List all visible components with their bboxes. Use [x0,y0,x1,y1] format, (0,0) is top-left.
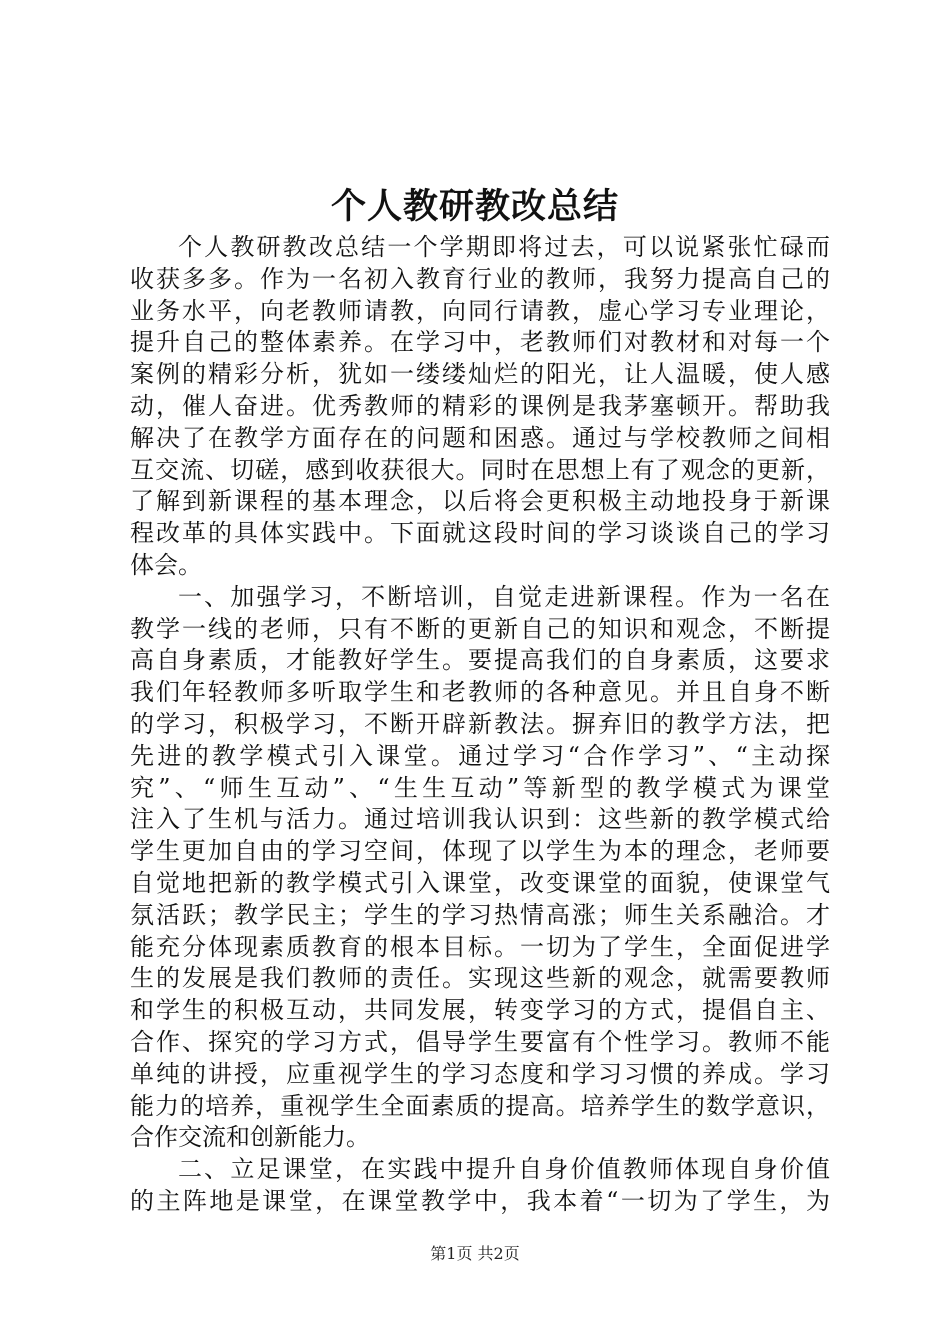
body-line: 的学习，积极学习，不断开辟新教法。摒弃旧的教学方法，把 [130,709,830,738]
page-footer: 第1页 共2页 [430,1244,520,1263]
body-line: 个人教研教改总结一个学期即将过去，可以说紧张忙碌而 [178,233,830,261]
body-line: 的主阵地是课堂，在课堂教学中，我本着“一切为了学生，为 [130,1186,830,1215]
body-line: 二、立足课堂，在实践中提升自身价值教师体现自身价值 [178,1155,830,1184]
body-line: 高自身素质，才能教好学生。要提高我们的自身素质，这要求 [130,646,830,675]
body-line: 程改革的具体实践中。下面就这段时间的学习谈谈自己的学习 [130,519,830,548]
body-line: 案例的精彩分析，犹如一缕缕灿烂的阳光，让人温暖，使人感 [130,360,830,389]
body-line: 收获多多。作为一名初入教育行业的教师，我努力提高自己的 [130,264,830,293]
body-line: 一、加强学习，不断培训，自觉走进新课程。作为一名在 [178,582,830,611]
body-line: 注入了生机与活力。通过培训我认识到：这些新的教学模式给 [130,805,830,834]
body-line: 了解到新课程的基本理念，以后将会更积极主动地投身于新课 [130,487,830,516]
document-title: 个人教研教改总结 [330,186,619,227]
document-body [130,232,830,1218]
body-line: 动，催人奋进。优秀教师的精彩的课例是我茅塞顿开。帮助我 [130,391,830,420]
body-line: 提升自己的整体素养。在学习中，老教师们对教材和对每一个 [130,328,830,357]
body-line: 氛活跃；教学民主；学生的学习热情高涨；师生关系融洽。才 [130,900,830,929]
body-line: 我们年轻教师多听取学生和老教师的各种意见。并且自身不断 [130,678,830,707]
body-line: 单纯的讲授，应重视学生的学习态度和学习习惯的养成。学习 [130,1059,830,1088]
body-line: 学生更加自由的学习空间，体现了以学生为本的理念，老师要 [130,837,830,866]
body-line: 教学一线的老师，只有不断的更新自己的知识和观念，不断提 [130,614,830,643]
body-line: 体会。 [130,550,202,579]
body-line: 互交流、切磋，感到收获很大。同时在思想上有了观念的更新， [130,455,830,484]
body-line: 业务水平，向老教师请教，向同行请教，虚心学习专业理论， [130,296,830,325]
body-line: 合作、探究的学习方式，倡导学生要富有个性学习。教师不能 [130,1027,830,1056]
body-line: 究”、“师生互动”、“生生互动”等新型的教学模式为课堂 [130,773,830,802]
body-line: 能充分体现素质教育的根本目标。一切为了学生，全面促进学 [130,932,830,961]
body-line: 自觉地把新的教学模式引入课堂，改变课堂的面貌，使课堂气 [130,868,830,897]
body-line: 和学生的积极互动，共同发展，转变学习的方式，提倡自主、 [130,996,830,1025]
body-line: 生的发展是我们教师的责任。实现这些新的观念，就需要教师 [130,964,830,993]
body-line: 先进的教学模式引入课堂。通过学习“合作学习”、“主动探 [130,741,830,770]
body-line: 合作交流和创新能力。 [130,1123,370,1152]
body-line: 解决了在教学方面存在的问题和困惑。通过与学校教师之间相 [130,423,830,452]
body-line: 能力的培养，重视学生全面素质的提高。培养学生的数学意识， [130,1091,830,1120]
